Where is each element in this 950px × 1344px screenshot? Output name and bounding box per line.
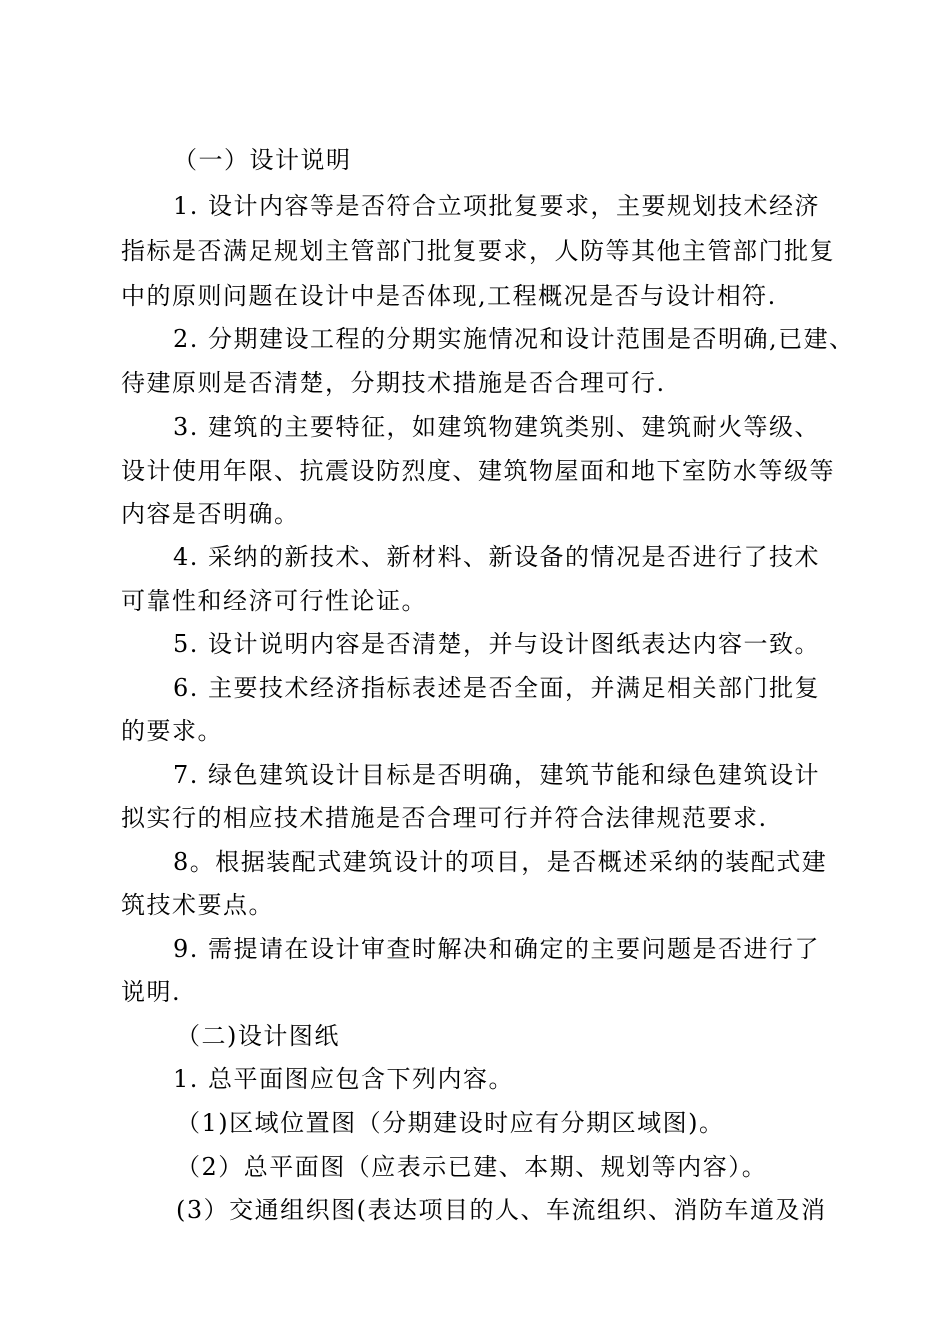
paragraph-line: 9. 需提请在设计审查时解决和确定的主要问题是否进行了 (173, 935, 821, 963)
paragraph-line: 1. 设计内容等是否符合立项批复要求，主要规划技术经济 (173, 192, 821, 220)
paragraph-line: 可靠性和经济可行性论证。 (121, 587, 427, 615)
paragraph-line: 5. 设计说明内容是否清楚，并与设计图纸表达内容一致。 (173, 630, 821, 658)
paragraph-line: 8。根据装配式建筑设计的项目，是否概述采纳的装配式建 (173, 848, 828, 876)
paragraph-line: 设计使用年限、抗震设防烈度、建筑物屋面和地下室防水等级等 (121, 457, 835, 485)
list-item: (3）交通组织图(表达项目的人、车流组织、消防车道及消 (176, 1196, 827, 1224)
paragraph-line: 1. 总平面图应包含下列内容。 (173, 1065, 515, 1093)
section-heading-design-description: （一）设计说明 (173, 146, 352, 174)
paragraph-line: 指标是否满足规划主管部门批复要求，人防等其他主管部门批复 (121, 237, 835, 265)
list-item: （2）总平面图（应表示已建、本期、规划等内容）。 (176, 1153, 768, 1181)
paragraph-line: 说明. (121, 978, 182, 1006)
section-heading-design-drawings: （二)设计图纸 (176, 1022, 340, 1050)
paragraph-line: 拟实行的相应技术措施是否合理可行并符合法律规范要求. (121, 804, 768, 832)
paragraph-line: 的要求。 (121, 717, 223, 745)
paragraph-line: 2. 分期建设工程的分期实施情况和设计范围是否明确,已建、 (173, 325, 855, 353)
paragraph-line: 3. 建筑的主要特征，如建筑物建筑类别、建筑耐火等级、 (173, 413, 821, 441)
paragraph-line: 4. 采纳的新技术、新材料、新设备的情况是否进行了技术 (173, 543, 821, 571)
paragraph-line: 7. 绿色建筑设计目标是否明确，建筑节能和绿色建筑设计 (173, 761, 821, 789)
paragraph-line: 中的原则问题在设计中是否体现,工程概况是否与设计相符. (121, 282, 777, 310)
paragraph-line: 内容是否明确。 (121, 500, 300, 528)
paragraph-line: 6. 主要技术经济指标表述是否全面，并满足相关部门批复 (173, 674, 821, 702)
list-item: （1)区域位置图（分期建设时应有分期区域图)。 (176, 1109, 725, 1137)
paragraph-line: 待建原则是否清楚，分期技术措施是否合理可行. (121, 369, 666, 397)
paragraph-line: 筑技术要点。 (121, 891, 274, 919)
